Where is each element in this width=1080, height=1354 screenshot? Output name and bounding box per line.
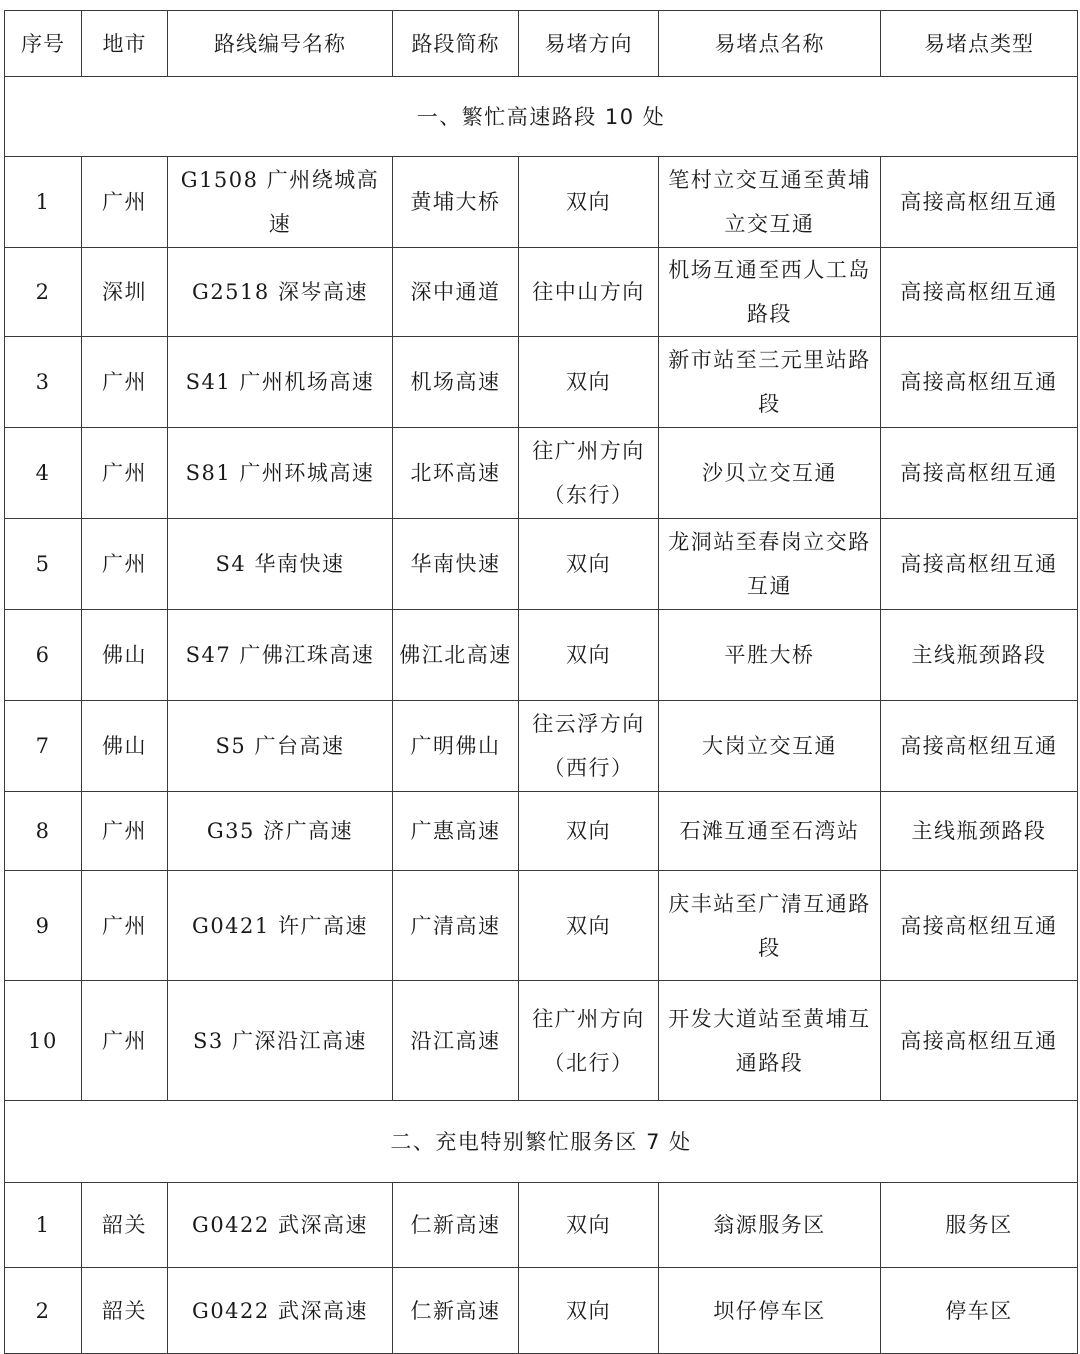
point-cell: 龙洞站至春岗立交路互通: [659, 519, 881, 610]
route-cell: S4 华南快速: [168, 519, 393, 610]
direction-cell: 双向: [519, 792, 659, 871]
type-cell: 高接高枢纽互通: [881, 428, 1078, 519]
type-cell: 主线瓶颈路段: [881, 610, 1078, 701]
table-row: [5, 610, 1078, 701]
direction-cell: 往云浮方向（西行）: [519, 701, 659, 792]
route-cell: G2518 深岑高速: [168, 248, 393, 337]
point-cell: 坝仔停车区: [659, 1268, 881, 1354]
city-cell: 佛山: [82, 701, 168, 792]
segment-cell: 深中通道: [393, 248, 519, 337]
row-number: 7: [5, 701, 82, 792]
city-cell: 广州: [82, 981, 168, 1101]
point-cell: 开发大道站至黄埔互通路段: [659, 981, 881, 1101]
direction-cell: 双向: [519, 1268, 659, 1354]
direction-cell: 往中山方向: [519, 248, 659, 337]
type-cell: 高接高枢纽互通: [881, 519, 1078, 610]
table-row: [5, 519, 1078, 610]
route-cell: G1508 广州绕城高速: [168, 157, 393, 248]
route-cell: G0422 武深高速: [168, 1268, 393, 1354]
header-cell: 路段简称: [393, 11, 519, 77]
direction-cell: 双向: [519, 519, 659, 610]
header-cell: 易堵方向: [519, 11, 659, 77]
segment-cell: 仁新高速: [393, 1183, 519, 1268]
section-row: [5, 1101, 1078, 1183]
table-row: [5, 1183, 1078, 1268]
header-cell: 易堵点类型: [881, 11, 1078, 77]
header-row: [5, 11, 1078, 77]
type-cell: 高接高枢纽互通: [881, 248, 1078, 337]
route-cell: S81 广州环城高速: [168, 428, 393, 519]
route-cell: S47 广佛江珠高速: [168, 610, 393, 701]
type-cell: 主线瓶颈路段: [881, 792, 1078, 871]
city-cell: 韶关: [82, 1268, 168, 1354]
direction-cell: 往广州方向（东行）: [519, 428, 659, 519]
type-cell: 高接高枢纽互通: [881, 337, 1078, 428]
row-number: 8: [5, 792, 82, 871]
row-number: 3: [5, 337, 82, 428]
point-cell: 翁源服务区: [659, 1183, 881, 1268]
route-cell: S3 广深沿江高速: [168, 981, 393, 1101]
direction-cell: 往广州方向（北行）: [519, 981, 659, 1101]
row-number: 4: [5, 428, 82, 519]
row-number: 9: [5, 871, 82, 981]
type-cell: 停车区: [881, 1268, 1078, 1354]
row-number: 2: [5, 248, 82, 337]
table-row: [5, 157, 1078, 248]
row-number: 10: [5, 981, 82, 1101]
segment-cell: 华南快速: [393, 519, 519, 610]
segment-cell: 黄埔大桥: [393, 157, 519, 248]
row-number: 5: [5, 519, 82, 610]
table-row: [5, 337, 1078, 428]
city-cell: 广州: [82, 519, 168, 610]
table-row: [5, 981, 1078, 1101]
table-row: [5, 428, 1078, 519]
row-number: 6: [5, 610, 82, 701]
segment-cell: 机场高速: [393, 337, 519, 428]
city-cell: 广州: [82, 157, 168, 248]
type-cell: 服务区: [881, 1183, 1078, 1268]
route-cell: G0421 许广高速: [168, 871, 393, 981]
point-cell: 石滩互通至石湾站: [659, 792, 881, 871]
row-number: 1: [5, 157, 82, 248]
segment-cell: 广明佛山: [393, 701, 519, 792]
point-cell: 笔村立交互通至黄埔立交互通: [659, 157, 881, 248]
city-cell: 深圳: [82, 248, 168, 337]
segment-cell: 广惠高速: [393, 792, 519, 871]
section-row: [5, 77, 1078, 157]
table-row: [5, 248, 1078, 337]
city-cell: 广州: [82, 792, 168, 871]
direction-cell: 双向: [519, 610, 659, 701]
point-cell: 机场互通至西人工岛路段: [659, 248, 881, 337]
route-cell: S5 广台高速: [168, 701, 393, 792]
section-title: 二、充电特别繁忙服务区 7 处: [5, 1101, 1078, 1183]
row-number: 2: [5, 1268, 82, 1354]
section-title: 一、繁忙高速路段 10 处: [5, 77, 1078, 157]
segment-cell: 佛江北高速: [393, 610, 519, 701]
city-cell: 广州: [82, 337, 168, 428]
direction-cell: 双向: [519, 157, 659, 248]
table-row: [5, 1268, 1078, 1354]
city-cell: 佛山: [82, 610, 168, 701]
type-cell: 高接高枢纽互通: [881, 981, 1078, 1101]
point-cell: 新市站至三元里站路段: [659, 337, 881, 428]
direction-cell: 双向: [519, 871, 659, 981]
table-row: [5, 792, 1078, 871]
header-cell: 路线编号名称: [168, 11, 393, 77]
header-cell: 易堵点名称: [659, 11, 881, 77]
segment-cell: 仁新高速: [393, 1268, 519, 1354]
type-cell: 高接高枢纽互通: [881, 871, 1078, 981]
direction-cell: 双向: [519, 1183, 659, 1268]
header-cell: 序号: [5, 11, 82, 77]
type-cell: 高接高枢纽互通: [881, 701, 1078, 792]
city-cell: 广州: [82, 428, 168, 519]
city-cell: 广州: [82, 871, 168, 981]
city-cell: 韶关: [82, 1183, 168, 1268]
table-row: [5, 871, 1078, 981]
segment-cell: 沿江高速: [393, 981, 519, 1101]
row-number: 1: [5, 1183, 82, 1268]
congestion-points-table: [4, 10, 1078, 1354]
point-cell: 大岗立交互通: [659, 701, 881, 792]
point-cell: 沙贝立交互通: [659, 428, 881, 519]
type-cell: 高接高枢纽互通: [881, 157, 1078, 248]
point-cell: 庆丰站至广清互通路段: [659, 871, 881, 981]
route-cell: S41 广州机场高速: [168, 337, 393, 428]
header-cell: 地市: [82, 11, 168, 77]
segment-cell: 广清高速: [393, 871, 519, 981]
route-cell: G0422 武深高速: [168, 1183, 393, 1268]
table-row: [5, 701, 1078, 792]
direction-cell: 双向: [519, 337, 659, 428]
segment-cell: 北环高速: [393, 428, 519, 519]
point-cell: 平胜大桥: [659, 610, 881, 701]
route-cell: G35 济广高速: [168, 792, 393, 871]
